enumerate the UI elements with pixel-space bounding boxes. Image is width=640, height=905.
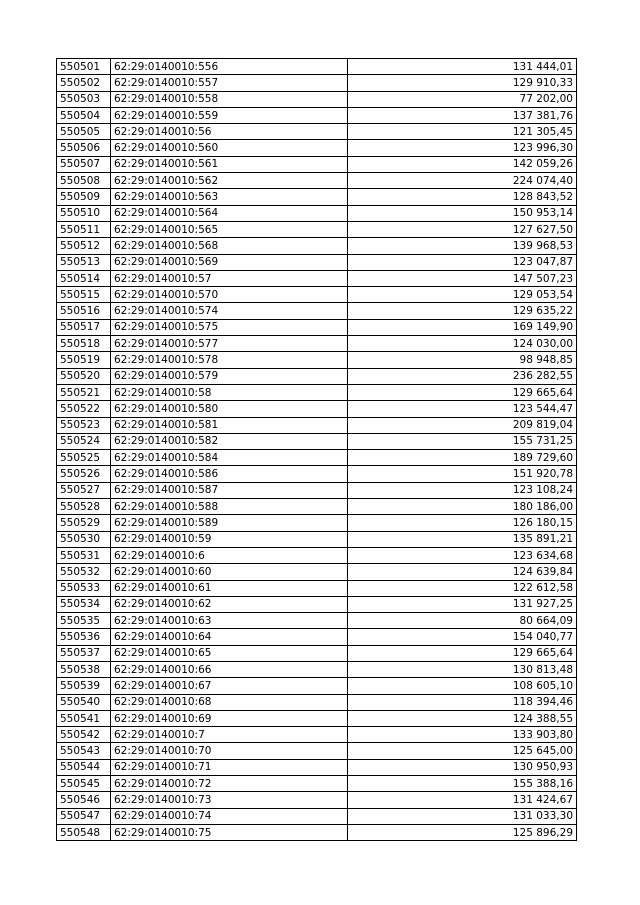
cadastral-number-cell: 62:29:0140010:559: [111, 107, 348, 123]
value-cell: 209 819,04: [348, 417, 577, 433]
row-number-cell: 550511: [57, 221, 111, 237]
value-cell: 126 180,15: [348, 515, 577, 531]
row-number-cell: 550504: [57, 107, 111, 123]
table-row: [57, 678, 577, 694]
cadastral-number-cell: 62:29:0140010:578: [111, 352, 348, 368]
row-number-cell: 550515: [57, 287, 111, 303]
table-row: [57, 824, 577, 840]
table-row: [57, 59, 577, 75]
row-number-cell: 550523: [57, 417, 111, 433]
cadastral-number-cell: 62:29:0140010:6: [111, 547, 348, 563]
cadastral-number-cell: 62:29:0140010:588: [111, 499, 348, 515]
cadastral-number-cell: 62:29:0140010:59: [111, 531, 348, 547]
row-number-cell: 550537: [57, 645, 111, 661]
table-row: [57, 401, 577, 417]
row-number-cell: 550541: [57, 710, 111, 726]
value-cell: 131 424,67: [348, 792, 577, 808]
row-number-cell: 550520: [57, 368, 111, 384]
row-number-cell: 550528: [57, 499, 111, 515]
cadastral-number-cell: 62:29:0140010:69: [111, 710, 348, 726]
value-cell: 121 305,45: [348, 124, 577, 140]
value-cell: 169 149,90: [348, 319, 577, 335]
table-row: [57, 808, 577, 824]
value-cell: 133 903,80: [348, 727, 577, 743]
table-row: [57, 384, 577, 400]
value-cell: 124 388,55: [348, 710, 577, 726]
table-row: [57, 433, 577, 449]
table-row: [57, 645, 577, 661]
row-number-cell: 550518: [57, 336, 111, 352]
table-row: [57, 303, 577, 319]
value-cell: 137 381,76: [348, 107, 577, 123]
cadastral-number-cell: 62:29:0140010:586: [111, 466, 348, 482]
cadastral-number-cell: 62:29:0140010:575: [111, 319, 348, 335]
cadastral-number-cell: 62:29:0140010:565: [111, 221, 348, 237]
value-cell: 135 891,21: [348, 531, 577, 547]
table-row: [57, 336, 577, 352]
value-cell: 98 948,85: [348, 352, 577, 368]
table-row: [57, 205, 577, 221]
table-row: [57, 466, 577, 482]
cadastral-number-cell: 62:29:0140010:587: [111, 482, 348, 498]
row-number-cell: 550535: [57, 613, 111, 629]
value-cell: 108 605,10: [348, 678, 577, 694]
table-row: [57, 140, 577, 156]
table-row: [57, 629, 577, 645]
cadastral-number-cell: 62:29:0140010:74: [111, 808, 348, 824]
row-number-cell: 550521: [57, 384, 111, 400]
row-number-cell: 550503: [57, 91, 111, 107]
cadastral-number-cell: 62:29:0140010:73: [111, 792, 348, 808]
row-number-cell: 550544: [57, 759, 111, 775]
row-number-cell: 550526: [57, 466, 111, 482]
table-row: [57, 189, 577, 205]
cadastral-number-cell: 62:29:0140010:62: [111, 596, 348, 612]
table-row: [57, 710, 577, 726]
table-row: [57, 515, 577, 531]
value-cell: 130 813,48: [348, 661, 577, 677]
row-number-cell: 550536: [57, 629, 111, 645]
value-cell: 129 053,54: [348, 287, 577, 303]
table-row: [57, 91, 577, 107]
cadastral-number-cell: 62:29:0140010:66: [111, 661, 348, 677]
cadastral-number-cell: 62:29:0140010:61: [111, 580, 348, 596]
cadastral-number-cell: 62:29:0140010:75: [111, 824, 348, 840]
cadastral-number-cell: 62:29:0140010:60: [111, 564, 348, 580]
value-cell: 80 664,09: [348, 613, 577, 629]
row-number-cell: 550548: [57, 824, 111, 840]
cadastral-number-cell: 62:29:0140010:577: [111, 336, 348, 352]
cadastral-number-cell: 62:29:0140010:579: [111, 368, 348, 384]
cadastral-number-cell: 62:29:0140010:7: [111, 727, 348, 743]
cadastral-number-cell: 62:29:0140010:570: [111, 287, 348, 303]
cadastral-number-cell: 62:29:0140010:63: [111, 613, 348, 629]
cadastral-number-cell: 62:29:0140010:562: [111, 173, 348, 189]
value-cell: 131 033,30: [348, 808, 577, 824]
row-number-cell: 550508: [57, 173, 111, 189]
cadastral-number-cell: 62:29:0140010:72: [111, 776, 348, 792]
value-cell: 151 920,78: [348, 466, 577, 482]
table-row: [57, 270, 577, 286]
table-row: [57, 107, 577, 123]
table-row: [57, 173, 577, 189]
row-number-cell: 550506: [57, 140, 111, 156]
value-cell: 150 953,14: [348, 205, 577, 221]
cadastral-number-cell: 62:29:0140010:568: [111, 238, 348, 254]
table-row: [57, 661, 577, 677]
table-row: [57, 238, 577, 254]
cadastral-number-cell: 62:29:0140010:558: [111, 91, 348, 107]
cadastral-number-cell: 62:29:0140010:70: [111, 743, 348, 759]
table-row: [57, 352, 577, 368]
cadastral-number-cell: 62:29:0140010:71: [111, 759, 348, 775]
table-row: [57, 694, 577, 710]
cadastral-number-cell: 62:29:0140010:589: [111, 515, 348, 531]
table-row: [57, 547, 577, 563]
value-cell: 131 927,25: [348, 596, 577, 612]
cadastral-number-cell: 62:29:0140010:58: [111, 384, 348, 400]
row-number-cell: 550527: [57, 482, 111, 498]
row-number-cell: 550531: [57, 547, 111, 563]
table-body: [57, 59, 577, 841]
cadastral-value-table: [56, 58, 577, 841]
row-number-cell: 550543: [57, 743, 111, 759]
cadastral-number-cell: 62:29:0140010:64: [111, 629, 348, 645]
row-number-cell: 550534: [57, 596, 111, 612]
row-number-cell: 550545: [57, 776, 111, 792]
value-cell: 154 040,77: [348, 629, 577, 645]
table-row: [57, 564, 577, 580]
value-cell: 131 444,01: [348, 59, 577, 75]
value-cell: 129 665,64: [348, 645, 577, 661]
table-row: [57, 221, 577, 237]
cadastral-number-cell: 62:29:0140010:557: [111, 75, 348, 91]
value-cell: 125 645,00: [348, 743, 577, 759]
table-row: [57, 124, 577, 140]
cadastral-number-cell: 62:29:0140010:569: [111, 254, 348, 270]
table-row: [57, 450, 577, 466]
cadastral-number-cell: 62:29:0140010:57: [111, 270, 348, 286]
cadastral-number-cell: 62:29:0140010:580: [111, 401, 348, 417]
table-row: [57, 727, 577, 743]
cadastral-number-cell: 62:29:0140010:68: [111, 694, 348, 710]
value-cell: 123 047,87: [348, 254, 577, 270]
value-cell: 124 030,00: [348, 336, 577, 352]
table-row: [57, 499, 577, 515]
row-number-cell: 550519: [57, 352, 111, 368]
row-number-cell: 550546: [57, 792, 111, 808]
row-number-cell: 550510: [57, 205, 111, 221]
value-cell: 147 507,23: [348, 270, 577, 286]
row-number-cell: 550524: [57, 433, 111, 449]
value-cell: 129 665,64: [348, 384, 577, 400]
table-row: [57, 743, 577, 759]
value-cell: 125 896,29: [348, 824, 577, 840]
value-cell: 142 059,26: [348, 156, 577, 172]
table-row: [57, 254, 577, 270]
table-row: [57, 531, 577, 547]
value-cell: 189 729,60: [348, 450, 577, 466]
row-number-cell: 550513: [57, 254, 111, 270]
value-cell: 123 108,24: [348, 482, 577, 498]
table-row: [57, 613, 577, 629]
table-row: [57, 596, 577, 612]
row-number-cell: 550542: [57, 727, 111, 743]
row-number-cell: 550502: [57, 75, 111, 91]
value-cell: 236 282,55: [348, 368, 577, 384]
value-cell: 124 639,84: [348, 564, 577, 580]
table-row: [57, 319, 577, 335]
value-cell: 224 074,40: [348, 173, 577, 189]
value-cell: 122 612,58: [348, 580, 577, 596]
table-row: [57, 792, 577, 808]
row-number-cell: 550517: [57, 319, 111, 335]
row-number-cell: 550514: [57, 270, 111, 286]
row-number-cell: 550533: [57, 580, 111, 596]
value-cell: 129 910,33: [348, 75, 577, 91]
cadastral-number-cell: 62:29:0140010:581: [111, 417, 348, 433]
row-number-cell: 550509: [57, 189, 111, 205]
table-row: [57, 759, 577, 775]
table-row: [57, 156, 577, 172]
value-cell: 77 202,00: [348, 91, 577, 107]
row-number-cell: 550501: [57, 59, 111, 75]
cadastral-number-cell: 62:29:0140010:582: [111, 433, 348, 449]
row-number-cell: 550547: [57, 808, 111, 824]
table-row: [57, 482, 577, 498]
cadastral-number-cell: 62:29:0140010:574: [111, 303, 348, 319]
row-number-cell: 550540: [57, 694, 111, 710]
table-row: [57, 75, 577, 91]
row-number-cell: 550505: [57, 124, 111, 140]
table-row: [57, 368, 577, 384]
value-cell: 118 394,46: [348, 694, 577, 710]
value-cell: 127 627,50: [348, 221, 577, 237]
row-number-cell: 550538: [57, 661, 111, 677]
row-number-cell: 550525: [57, 450, 111, 466]
row-number-cell: 550507: [57, 156, 111, 172]
value-cell: 155 388,16: [348, 776, 577, 792]
value-cell: 139 968,53: [348, 238, 577, 254]
value-cell: 155 731,25: [348, 433, 577, 449]
value-cell: 123 634,68: [348, 547, 577, 563]
cadastral-number-cell: 62:29:0140010:561: [111, 156, 348, 172]
row-number-cell: 550522: [57, 401, 111, 417]
cadastral-number-cell: 62:29:0140010:56: [111, 124, 348, 140]
table-row: [57, 287, 577, 303]
value-cell: 130 950,93: [348, 759, 577, 775]
table-row: [57, 417, 577, 433]
row-number-cell: 550532: [57, 564, 111, 580]
row-number-cell: 550530: [57, 531, 111, 547]
table-row: [57, 580, 577, 596]
cadastral-number-cell: 62:29:0140010:67: [111, 678, 348, 694]
value-cell: 180 186,00: [348, 499, 577, 515]
value-cell: 128 843,52: [348, 189, 577, 205]
row-number-cell: 550512: [57, 238, 111, 254]
table-row: [57, 776, 577, 792]
row-number-cell: 550516: [57, 303, 111, 319]
cadastral-number-cell: 62:29:0140010:563: [111, 189, 348, 205]
value-cell: 123 996,30: [348, 140, 577, 156]
cadastral-number-cell: 62:29:0140010:584: [111, 450, 348, 466]
cadastral-number-cell: 62:29:0140010:564: [111, 205, 348, 221]
row-number-cell: 550529: [57, 515, 111, 531]
cadastral-number-cell: 62:29:0140010:65: [111, 645, 348, 661]
cadastral-number-cell: 62:29:0140010:556: [111, 59, 348, 75]
row-number-cell: 550539: [57, 678, 111, 694]
value-cell: 123 544,47: [348, 401, 577, 417]
cadastral-number-cell: 62:29:0140010:560: [111, 140, 348, 156]
value-cell: 129 635,22: [348, 303, 577, 319]
